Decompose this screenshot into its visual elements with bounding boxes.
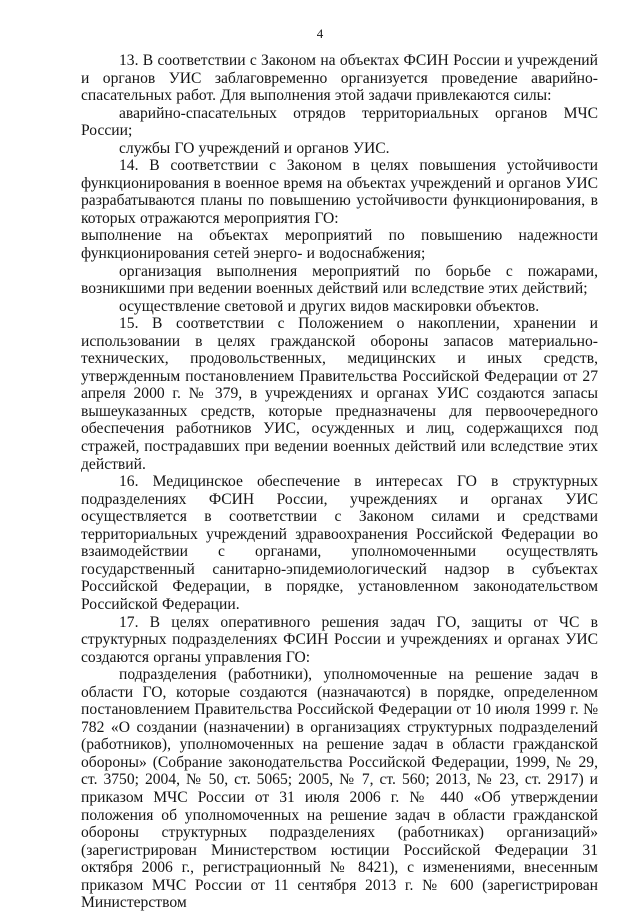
paragraph-authorized-units: подразделения (работники), уполномоченные на решение задач в области ГО, которые создаются (назначаются) в порядке, определенном постановлением Правительства Российской Федерации от 10 июля 1999 г. № 782 «О создании (назначении) в организациях структурных подразделений (работников), уполномоченных на решение задач в области гражданской обороны» (Собрание законодательства Российской Федерации, 1999, № 29, ст. 3750; 2004, № 50, ст. 5065; 2005, № 7, ст. 560; 2013, № 23, ст. 2917) и приказом МЧС России от 31 июля 2006 г. № 440 «Об утверждении положения об уполномоченных на решение задач в области гражданской обороны структурных подразделениях (работниках) организаций» (зарегистрирован Министерством юстиции Российской Федерации 31 октября 2006 г., регистрационный № 8421), с изменениями, внесенным приказом МЧС России от 11 сентября 2013 г. № 600 (зарегистрирован Министерством <box>81 666 598 912</box>
paragraph-15: 15. В соответствии с Положением о накоплении, хранении и использовании в целях гражданской обороны запасов материально-технических, продовольственных, медицинских и иных средств, утвержденным постановлением Правительства Российской Федерации от 27 апреля 2000 г. № 379, в учреждениях и органах УИС создаются запасы вышеуказанных средств, которые предназначены для первоочередного обеспечения работников УИС, осужденных и лиц, содержащихся под стражей, пострадавших при ведении военных действий или вследствие этих действий. <box>81 315 598 473</box>
paragraph-fire-fighting: организация выполнения мероприятий по борьбе с пожарами, возникшими при ведении военных действий или вследствие этих действий; <box>81 262 598 298</box>
paragraph-reliability-measures: выполнение на объектах мероприятий по повышению надежности функционирования сетей энерго- и водоснабжения; <box>81 227 598 263</box>
paragraph-rescue-units: аварийно-спасательных отрядов территориальных органов МЧС России; <box>81 104 598 140</box>
paragraph-14: 14. В соответствии с Законом в целях повышения устойчивости функционирования в военное время на объектах учреждений и органов УИС разрабатываются планы по повышению устойчивости функционирования, в которых отражаются мероприятия ГО: <box>81 157 598 227</box>
paragraph-16: 16. Медицинское обеспечение в интересах ГО в структурных подразделениях ФСИН России, учреждениях и органах УИС осуществляется в соответствии с Законом силами и средствами территориальных учреждений здравоохранения Российской Федерации во взаимодействии с органами, уполномоченными осуществлять государственный санитарно-эпидемиологический надзор в субъектах Российской Федерации, в порядке, установленном законодательством Российской Федерации. <box>81 473 598 613</box>
document-body <box>81 52 598 912</box>
page-number: 4 <box>316 26 324 41</box>
paragraph-civil-defense-services: службы ГО учреждений и органов УИС. <box>119 139 390 157</box>
paragraph-17: 17. В целях оперативного решения задач ГО, защиты от ЧС в структурных подразделениях ФСИН России и учреждениях и органах УИС создаются органы управления ГО: <box>81 613 598 666</box>
paragraph-13: 13. В соответствии с Законом на объектах ФСИН России и учреждений и органов УИС заблаговременно организуется проведение аварийно-спасательных работ. Для выполнения этой задачи привлекаются силы: <box>81 52 598 105</box>
paragraph-camouflage: осуществление световой и других видов маскировки объектов. <box>119 297 540 315</box>
